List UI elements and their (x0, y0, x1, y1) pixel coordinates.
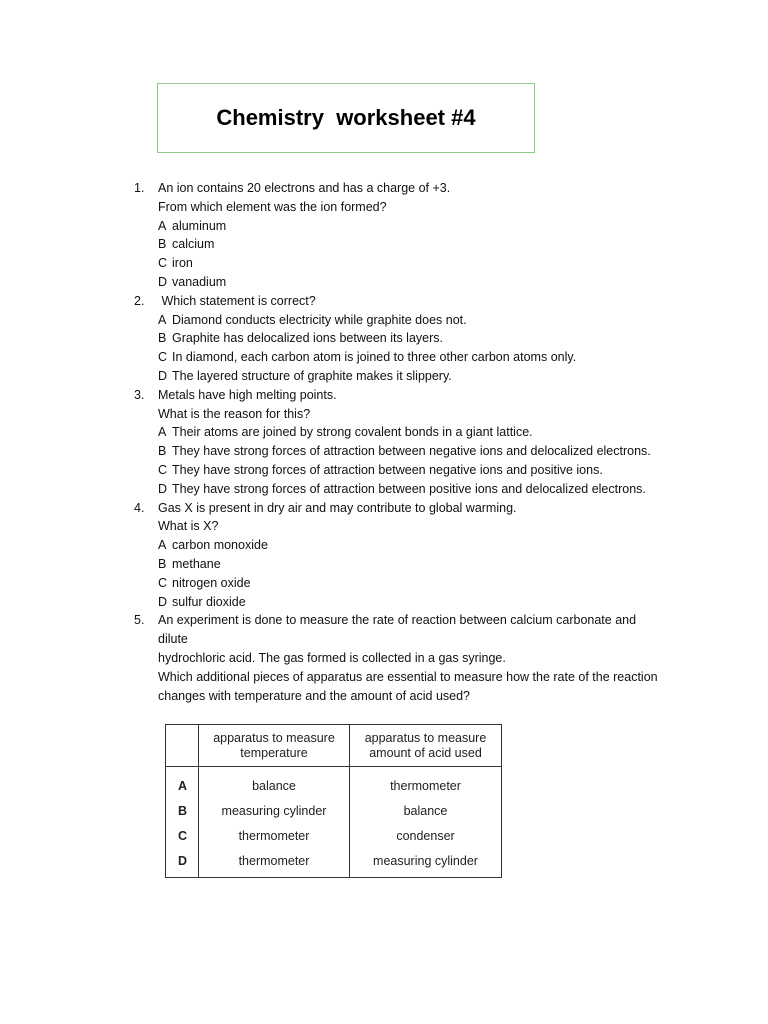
question-1-line-2 (0, 198, 768, 217)
row-label: B (166, 798, 199, 823)
table-header-row (166, 725, 502, 767)
question-number: 4. (134, 500, 145, 515)
question-4-line-2 (0, 517, 768, 536)
option-3b: B They have strong forces of attraction between negative ions and delocalized electrons. (158, 444, 651, 459)
temperature-cell: thermometer (199, 823, 350, 848)
option-1d: D vanadium (158, 274, 227, 289)
table-header-acid: apparatus to measure amount of acid used (350, 725, 502, 767)
question-text: Metals have high melting points. (158, 387, 337, 402)
option-2b: B Graphite has delocalized ions between its layers. (158, 331, 443, 346)
temperature-cell: thermometer (199, 848, 350, 878)
question-text: An experiment is done to measure the rate of reaction between calcium carbonate and (158, 613, 637, 628)
question-5-line-1 (0, 611, 768, 630)
question-number: 2. (134, 293, 145, 308)
question-text: Which additional pieces of apparatus are essential to measure how the rate of the reaction (158, 669, 658, 684)
temperature-cell: balance (199, 767, 350, 799)
table-row (166, 823, 502, 848)
question-number: 5. (134, 613, 145, 628)
table-row (166, 798, 502, 823)
question-text: An ion contains 20 electrons and has a charge of +3. (158, 181, 451, 195)
option-4d: D sulfur dioxide (158, 594, 246, 609)
temperature-cell: measuring cylinder (199, 798, 350, 823)
option-4a: A carbon monoxide (158, 538, 268, 553)
table-header-temperature: apparatus to measure temperature (199, 725, 350, 767)
acid-cell: condenser (350, 823, 502, 848)
question-1-line-1 (0, 179, 768, 198)
option-1c: C iron (158, 256, 193, 271)
table-row (166, 767, 502, 799)
acid-cell: measuring cylinder (350, 848, 502, 878)
question-3-line-1 (0, 386, 768, 405)
option-4c: C nitrogen oxide (158, 575, 251, 590)
option-1b: B calcium (158, 237, 215, 252)
question-2-line-1 (0, 292, 768, 311)
option-4b: B methane (158, 556, 221, 571)
question-5-line-4 (0, 668, 768, 687)
acid-cell: balance (350, 798, 502, 823)
question-text: dilute (158, 632, 188, 647)
question-number: 1. (134, 181, 145, 195)
option-3c: C They have strong forces of attraction between negative ions and positive ions. (158, 462, 603, 477)
question-5-line-3 (0, 649, 768, 668)
option-2a: A Diamond conducts electricity while graphite does not. (158, 312, 467, 327)
title-box (157, 83, 535, 153)
option-3d: D They have strong forces of attraction between positive ions and delocalized electrons. (158, 481, 646, 496)
question-text: What is the reason for this? (158, 406, 311, 421)
table-row (166, 848, 502, 878)
row-label: A (166, 767, 199, 799)
table-header-blank (166, 725, 199, 767)
question-text: Gas X is present in dry air and may contribute to global warming. (158, 500, 517, 515)
question-4-line-1 (0, 499, 768, 518)
question-text: hydrochloric acid. The gas formed is collected in a gas syringe. (158, 650, 506, 665)
question-list (0, 179, 768, 705)
question-text: Which statement is correct? (158, 293, 316, 308)
option-1a: A aluminum (158, 218, 227, 233)
worksheet-title: Chemistry worksheet #4 (216, 105, 476, 130)
acid-cell: thermometer (350, 767, 502, 799)
option-3a: A Their atoms are joined by strong covalent bonds in a giant lattice. (158, 425, 533, 440)
question-number: 3. (134, 387, 145, 402)
question-5-line-5 (0, 687, 768, 706)
question-5-line-2 (0, 630, 768, 649)
question-3-line-2 (0, 405, 768, 424)
question-text: What is X? (158, 519, 219, 534)
question-text: changes with temperature and the amount of acid used? (158, 688, 471, 703)
question-text: From which element was the ion formed? (158, 199, 387, 214)
option-2d: D The layered structure of graphite makes it slippery. (158, 368, 452, 383)
row-label: C (166, 823, 199, 848)
row-label: D (166, 848, 199, 878)
option-2c: C In diamond, each carbon atom is joined to three other carbon atoms only. (158, 350, 577, 365)
apparatus-table (165, 724, 502, 878)
